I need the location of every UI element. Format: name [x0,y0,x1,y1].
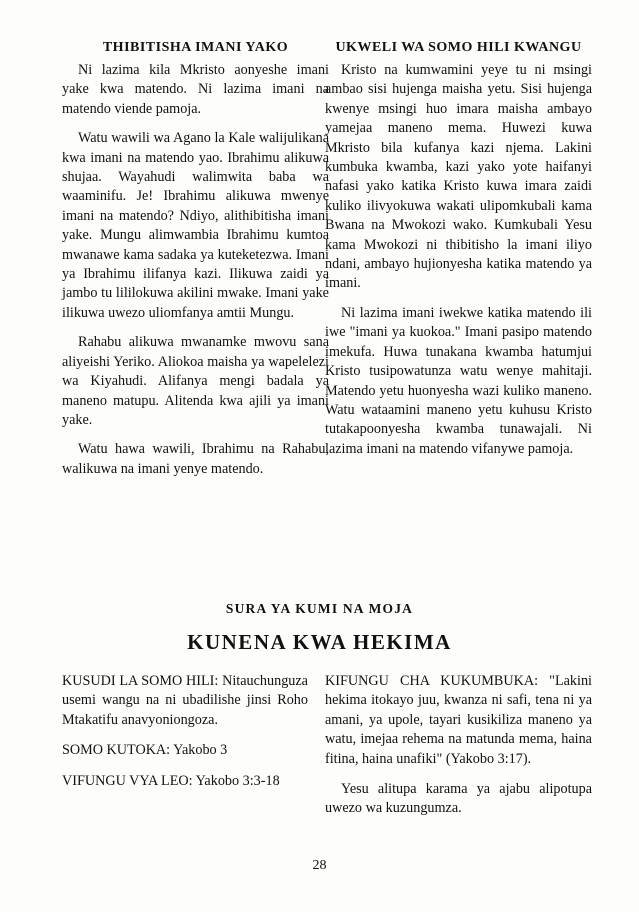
lesson-purpose: KUSUDI LA SOMO HILI: Nitauchunguza usemi wangu na ni ubadilishe jinsi Roho Mtakatifu anavyoniongoza. [62,673,308,728]
section-heading-right: UKWELI WA SOMO HILI KWANGU [335,40,582,55]
paragraph: Ni lazima kila Mkristo aonyeshe imani yake kwa matendo. Ni lazima imani na matendo viende pamoja. [62,62,329,117]
memory-verse: KIFUNGU CHA KUKUMBUKA: "Lakini hekima itokayo juu, kwanza ni safi, tena ni ya amani, ya upole, tayari kusikiliza maneno ya watu, imejaa rehema na matunda mema, haina fitina, haina unafiki" (Yakobo 3:17). [325,673,592,767]
paragraph: Ni lazima imani iwekwe katika matendo ili iwe "imani ya kuokoa." Imani pasipo matendo imekufa. Huwa tunakana kwamba hatumjui Kristo tusipowatunza watu wenye mahitaji. Matendo yetu huonyesha wazi kuliko maneno. Watu wataamini maneno yetu kuhusu Kristo tutakapoonyesha kwamba tunawajali. Ni lazima imani na matendo vifanywe pamoja. [325,304,592,457]
lesson-verses: VIFUNGU VYA LEO: Yakobo 3:3-18 [62,772,280,789]
right-column [325,38,592,469]
lesson-info-column [62,672,308,802]
left-column [62,38,329,489]
paragraph: Yesu alitupa karama ya ajabu alipotupa uwezo wa kuzungumza. [325,781,592,817]
chapter-title: KUNENA KWA HEKIMA [187,630,452,654]
page-number: 28 [312,858,327,873]
paragraph: Kristo na kumwamini yeye tu ni msingi ambao sisi hujenga maisha yetu. Sisi hujenga kwenye msingi huo imara maisha ambayo yamejaa maneno mema. Huwezi kuwa Mkristo bila kufanya kazi njema. Lakini kumbuka kwamba, kazi yako yote haifanyi nafasi yako katika Kristo kuwa imara zaidi kuliko ilivyokuwa wakati ulipomkubali kama Bwana na Mwokozi wako. Kumkubali Yesu kama Mwokozi ni thibitisho la imani iliyo ndani, ambayo hujionyesha katika matendo ya imani. [325,62,592,292]
paragraph: Rahabu alikuwa mwanamke mwovu sana aliyeishi Yeriko. Aliokoa maisha ya wapelelezi wa Kiyahudi. Alifanya mengi badala ya maneno matupu. Alitenda kwa ajili ya imani yake. [62,334,329,428]
section-heading-left: THIBITISHA IMANI YAKO [102,40,289,55]
memory-verse-column [325,672,592,830]
chapter-label: SURA YA KUMI NA MOJA [225,601,414,616]
lesson-source: SOMO KUTOKA: Yakobo 3 [62,742,228,759]
paragraph: Watu wawili wa Agano la Kale walijulikana kwa imani na matendo yao. Ibrahimu alikuwa shujaa. Wayahudi walimwita baba wa waaminifu. Je! Ibrahimu alikuwa mwenye imani na matendo? Ndiyo, alithibitisha imani yake. Mungu alimwambia Ibrahimu kumtoa mwanawe kama sadaka ya kuteketezwa. Imani ya Ibrahimu ilifanya kazi. Ilikuwa zaidi ya jambo tu lililokuwa akilini mwake. Imani yake ilikuwa uwezo uliomfanya amtii Mungu. [62,130,329,321]
paragraph: Watu hawa wawili, Ibrahimu na Rahabu, walikuwa na imani yenye matendo. [62,441,329,477]
